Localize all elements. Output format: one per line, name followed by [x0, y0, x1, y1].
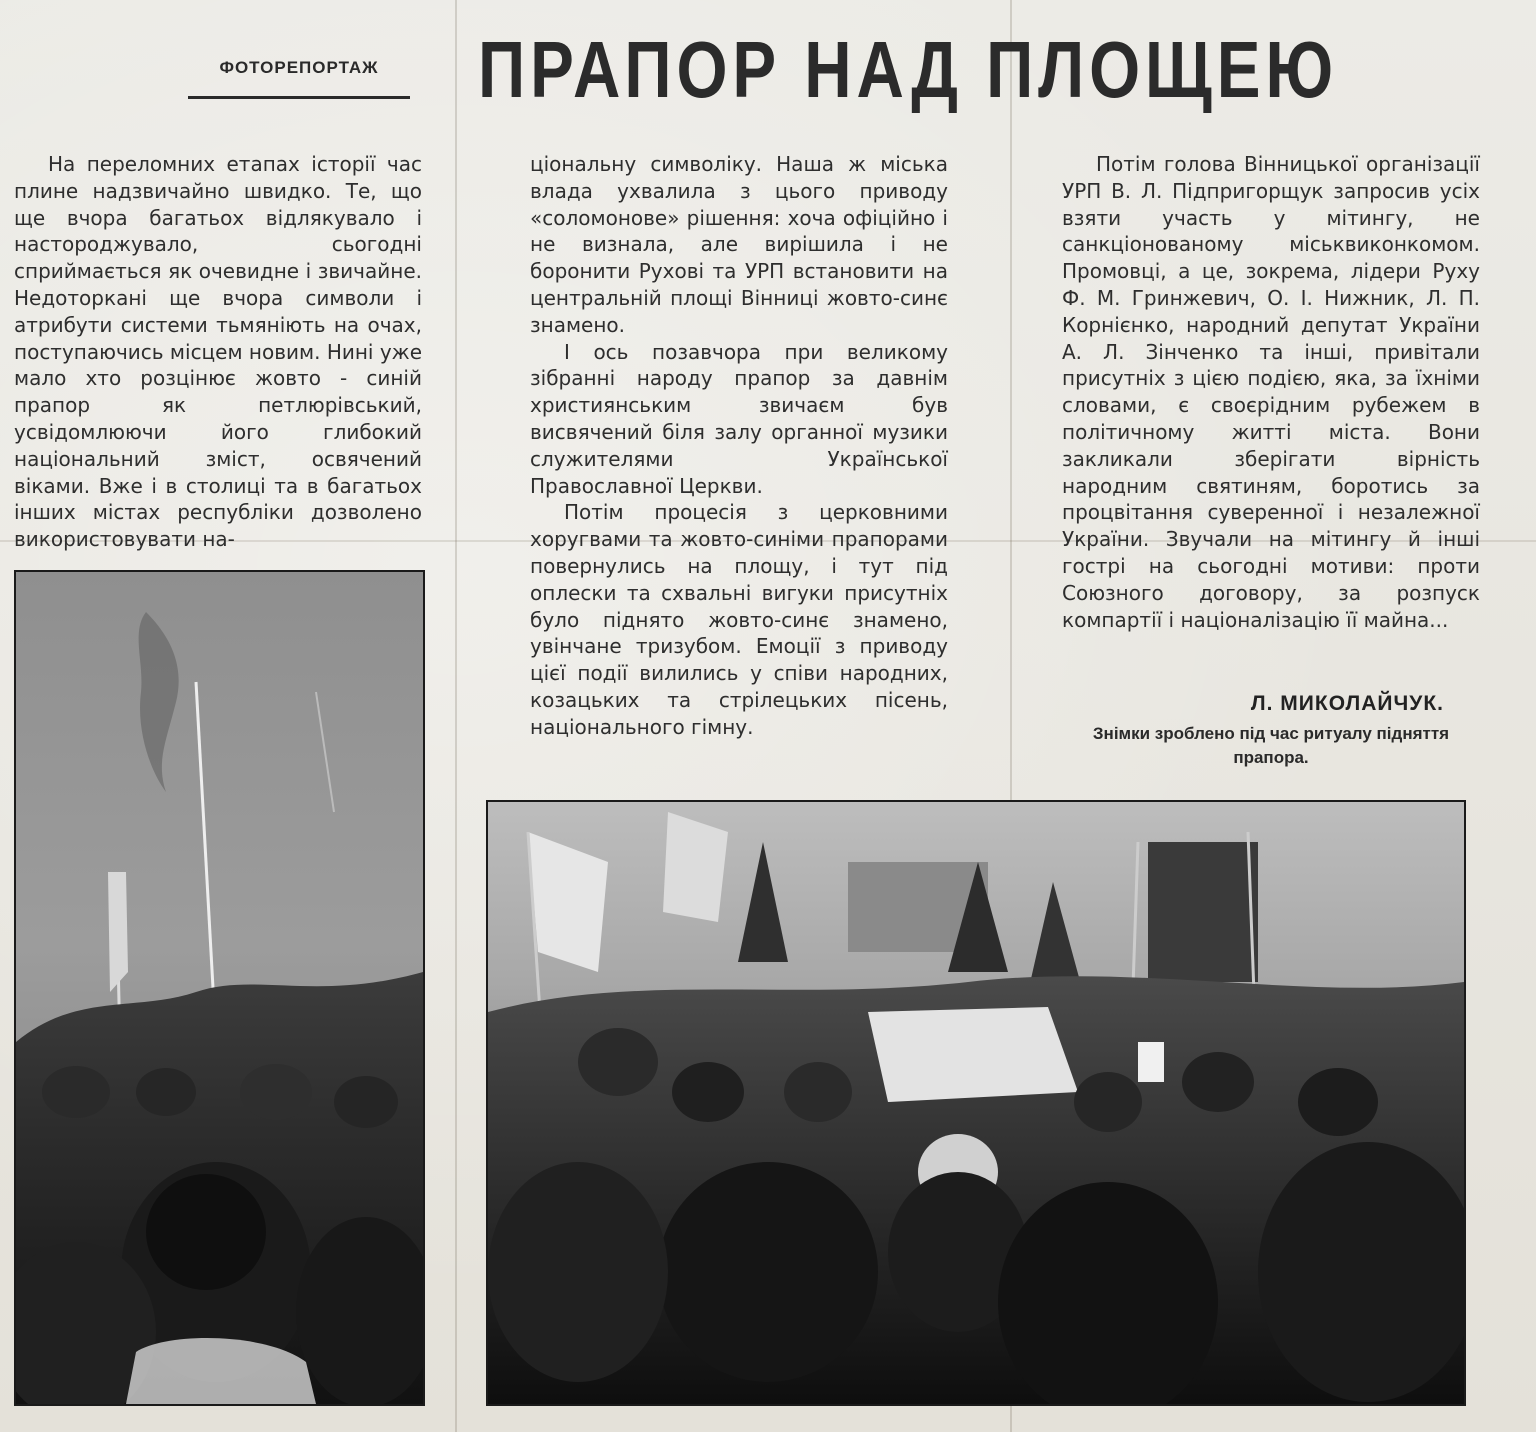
paragraph: На переломних етапах історії час плине надзвичайно швидко. Те, що ще вчора багатьох відлякувало і настороджувало, сьогодні сприймається як очевидне і звичайне. Недоторкані ще вчора символи і атрибути системи тьмяніють на очах, поступаючись місцем новим. Нині уже мало хто розцінює жовто - синій прапор як петлюрівський, усвідомлюючи його глибокий національний зміст, освячений віками. Вже і в столиці та в багатьох інших містах республіки дозволено використовувати на-	[14, 152, 423, 552]
photo-caption: Знімки зроблено під час ритуалу підняття прапора.	[1092, 724, 1450, 767]
rubric-label: ФОТОРЕПОРТАЖ	[188, 58, 410, 99]
paragraph: І ось позавчора при великому зібранні народу прапор за давнім християнським звичаєм був висвячений біля залу органної музики служителями Української Православної Церкви.	[530, 339, 948, 498]
article-column-2	[530, 151, 948, 741]
photo-flag-ceremony	[486, 800, 1466, 1406]
paragraph: Потім голова Вінницької організації УРП В. Л. Підпригорщук запросив усіх взяти участь у мітингу, не санкціонованому міськвиконкомом. Промовці, а це, зокрема, лідери Руху Ф. М. Гринжевич, О. І. Нижник, Л. П. Корнієнко, народний депутат України А. Л. Зінченко та інші, привітали присутніх з цією подією, яка, за їхніми словами, є своєрідним рубежем в політичному житті міста. Вони закликали зберігати вірність народним святиням, боротись за процвітання суверенної і незалежної України. Звучали на мітингу й інші гострі на сьогодні мотиви: проти Союзного договору, за розпуск компартії і націоналізацію її майна...	[1062, 152, 1480, 632]
article-headline: ПРАПОР НАД ПЛОЩЕЮ	[478, 25, 1339, 114]
photo-image	[488, 802, 1464, 1404]
article-column-3	[1062, 151, 1480, 633]
paper-fold	[455, 0, 457, 1432]
author-byline: Л. МИКОЛАЙЧУК.	[1250, 692, 1444, 715]
paragraph: Потім процесія з церковними хоругвами та жовто-синіми прапорами повернулись на площу, і тут під оплески та схвальні вигуки присутніх було піднято жовто-синє знамено, увінчане тризубом. Емоції з приводу цієї події вилились у співи народних, козацьких та стрілецьких пісень, національного гімну.	[530, 500, 948, 739]
paragraph: ціональну символіку. Наша ж міська влада ухвалила з цього приводу «соломонове» рішення: хоча офіційно і не визнала, але вирішила і не боронити Рухові та УРП встановити на центральній площі Вінниці жовто-синє знамено.	[530, 152, 948, 337]
article-column-1	[14, 151, 422, 553]
photo-crowd-flags	[14, 570, 425, 1406]
photo-image	[16, 572, 423, 1404]
